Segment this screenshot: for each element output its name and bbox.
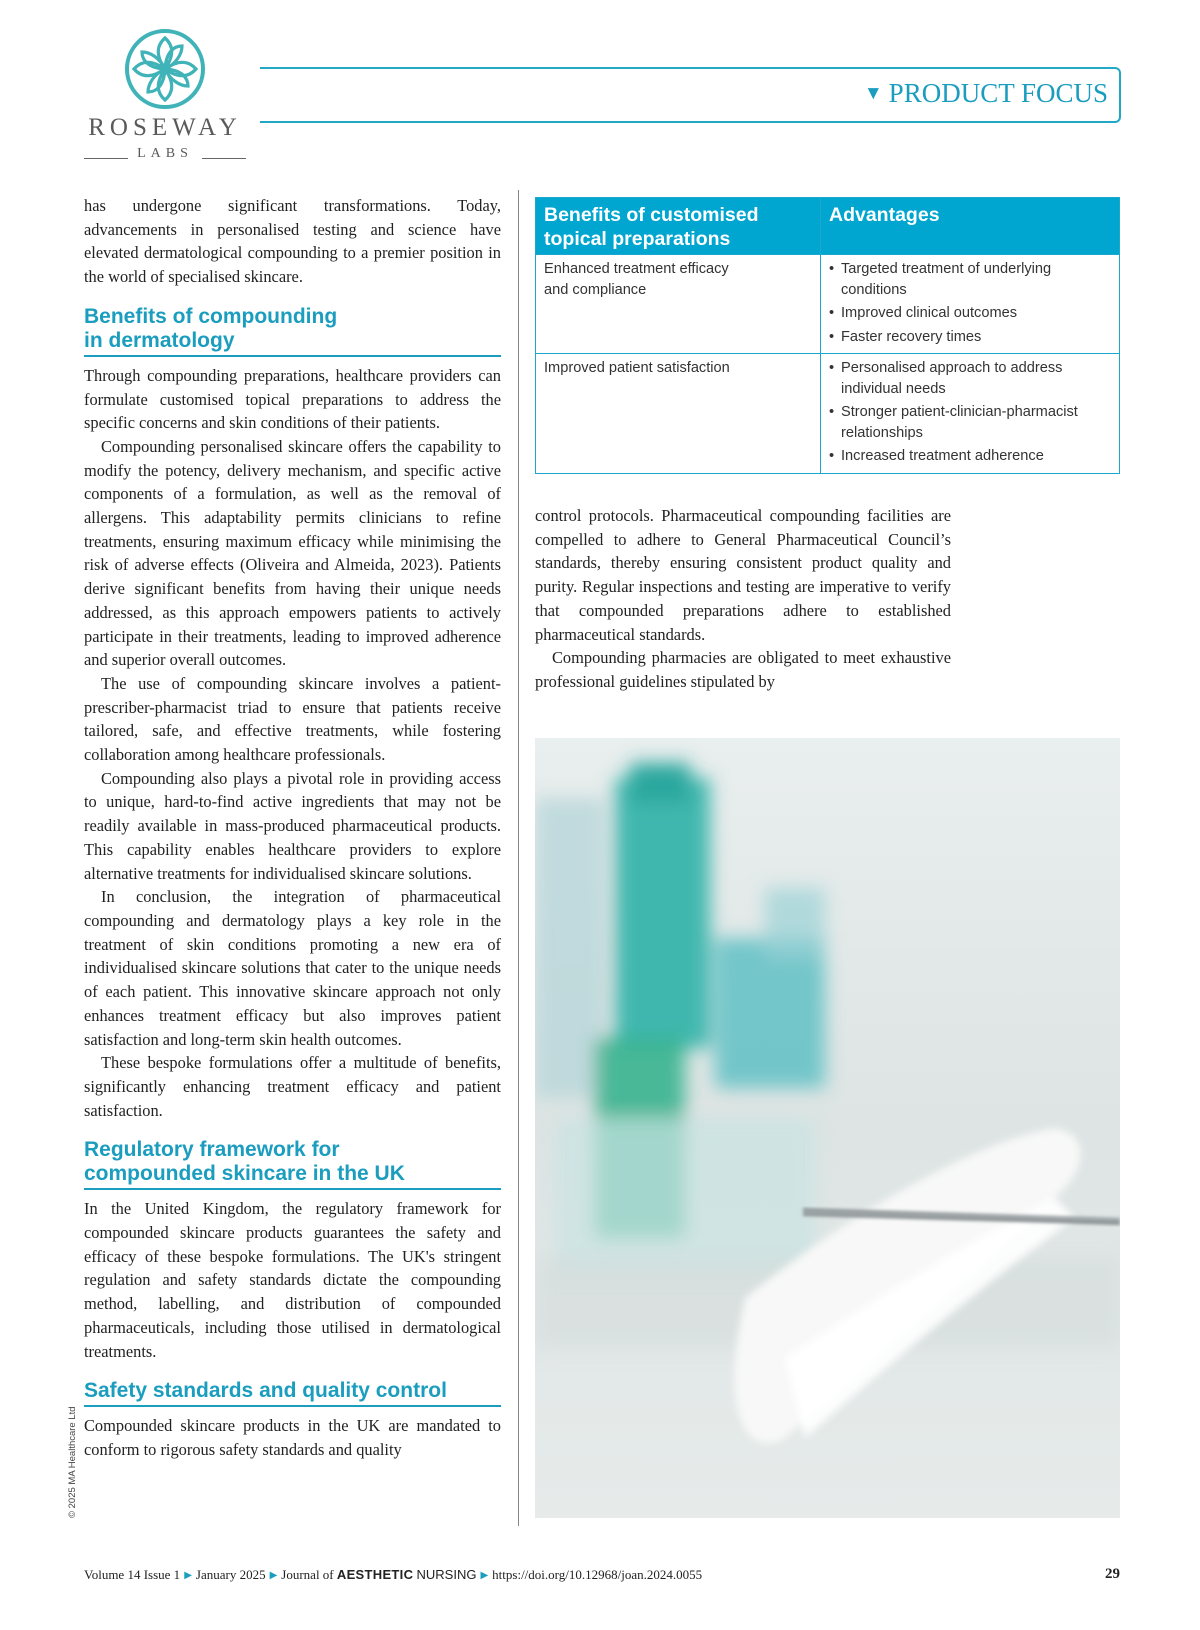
table-cell-benefit: Enhanced treatment efficacy and compliance <box>536 255 821 354</box>
table-row <box>536 255 1120 354</box>
advantage-item: • Improved clinical outcomes <box>829 303 1111 324</box>
lab-photo-illustration <box>535 738 1120 1518</box>
heading-benefits <box>84 305 501 357</box>
footer-volume: Volume 14 Issue 1 <box>84 1567 181 1582</box>
advantage-item: • Stronger patient-clinician-pharmacist relationships <box>829 402 1111 443</box>
footer-journal-strong: AESTHETIC <box>336 1567 414 1582</box>
advantage-item: • Faster recovery times <box>829 327 1111 348</box>
body-paragraph: Through compounding preparations, healthcare providers can formulate customised topical preparations to address the specific concerns and skin conditions of their patients. <box>84 365 501 433</box>
heading-regulatory <box>84 1138 501 1190</box>
table-cell-benefit: Improved patient satisfaction <box>536 354 821 474</box>
page-footer <box>84 1567 1120 1583</box>
advantage-item: • Personalised approach to address individual needs <box>829 358 1111 399</box>
table-cell-advantages <box>821 255 1120 354</box>
heading-line: Regulatory framework for <box>84 1138 340 1162</box>
heading-line: Benefits of compounding <box>84 304 338 328</box>
footer-date: January 2025 <box>195 1567 266 1582</box>
intro-paragraph: has undergone significant transformations. Today, advancements in personalised testing and science have elevated dermatological compounding to a premier position in the world of specialised skincare. <box>84 196 501 287</box>
body-paragraph: The use of compounding skincare involves a patient-prescriber-pharmacist triad to ensure that patients receive tailored, safe, and effective treatments, while fostering collaboration among healthcare professionals. <box>84 673 501 765</box>
triangle-down-icon: ▼ <box>863 83 883 104</box>
body-paragraph: In the United Kingdom, the regulatory framework for compounded skincare products guarantees the safety and efficacy of these bespoke formulations. The UK's stringent regulation and safety standards dictate the compounding method, labelling, and distribution of compounded pharmaceuticals, including those utilised in dermatological treatments. <box>84 1199 501 1361</box>
footer-journal-rest: NURSING <box>416 1567 477 1582</box>
left-column <box>84 194 501 1462</box>
lab-photo <box>535 738 1120 1518</box>
page-number: 29 <box>1105 1566 1120 1582</box>
table-row <box>536 354 1120 474</box>
heading-line: in dermatology <box>84 328 235 352</box>
section-label-text: PRODUCT FOCUS <box>888 78 1108 108</box>
table-cell-advantages <box>821 354 1120 474</box>
brand-divider-right <box>202 158 246 159</box>
right-column-text <box>535 504 951 694</box>
footer-journal-prefix: Journal of <box>281 1567 334 1582</box>
body-paragraph: These bespoke formulations offer a multitude of benefits, significantly enhancing treatment efficacy and patient satisfaction. <box>84 1053 501 1120</box>
advantage-item: • Targeted treatment of underlying conditions <box>829 259 1111 300</box>
footer-doi-link[interactable]: https://doi.org/10.12968/joan.2024.0055 <box>492 1567 703 1582</box>
table-header-benefits: Benefits of customised topical preparations <box>536 198 821 255</box>
section-label <box>864 78 1108 109</box>
triangle-right-icon: ▶ <box>269 1570 278 1581</box>
brand-logo <box>80 26 250 166</box>
body-paragraph: Compounding personalised skincare offers the capability to modify the potency, delivery mechanism, and specific active components of a formulation, as well as the removal of allergens. This adaptability permits clinicians to refine treatments, ensuring maximum efficacy while minimising the risk of adverse effects (Oliveira and Almeida, 2023). Patients derive significant benefits from having their unique needs addressed, as this approach empowers patients to actively participate in their treatments, leading to improved adherence and superior overall outcomes. <box>84 436 501 670</box>
body-paragraph: Compounded skincare products in the UK are mandated to conform to rigorous safety standards and quality <box>84 1416 501 1459</box>
brand-subtitle: LABS <box>137 146 193 161</box>
copyright-notice: © 2025 MA Healthcare Ltd <box>67 1406 78 1518</box>
body-paragraph: Compounding also plays a pivotal role in providing access to unique, hard-to-find active ingredients that may not be readily available in mass-produced pharmaceutical products. This capability enables healthcare providers to explore alternative treatments for individualised skincare solutions. <box>84 768 501 883</box>
advantage-item: • Increased treatment adherence <box>829 446 1111 467</box>
table-header-row <box>536 198 1120 255</box>
brand-name: ROSEWAY <box>88 114 242 141</box>
heading-safety: Safety standards and quality control <box>84 1379 501 1407</box>
body-paragraph: In conclusion, the integration of pharmaceutical compounding and dermatology plays a key role in the treatment of skin conditions promoting a new era of individualised skincare solutions that cater to the unique needs of each patient. This innovative skincare approach not only enhances treatment efficacy but also improves patient satisfaction and long-term skin health outcomes. <box>84 887 501 1049</box>
triangle-right-icon: ▶ <box>184 1570 192 1581</box>
column-divider <box>518 190 519 1526</box>
triangle-right-icon: ▶ <box>480 1570 489 1581</box>
body-paragraph: control protocols. Pharmaceutical compounding facilities are compelled to adhere to General Pharmaceutical Council’s standards, thereby ensuring consistent product quality and purity. Regular inspections and testing are imperative to verify that compounded preparations adhere to established pharmaceutical standards. <box>535 506 951 644</box>
flower-logo-icon <box>120 26 210 112</box>
heading-line: compounded skincare in the UK <box>84 1162 405 1186</box>
benefits-table <box>535 197 1120 474</box>
body-paragraph: Compounding pharmacies are obligated to meet exhaustive professional guidelines stipulated by <box>535 648 951 691</box>
table-header-advantages: Advantages <box>821 198 1120 255</box>
